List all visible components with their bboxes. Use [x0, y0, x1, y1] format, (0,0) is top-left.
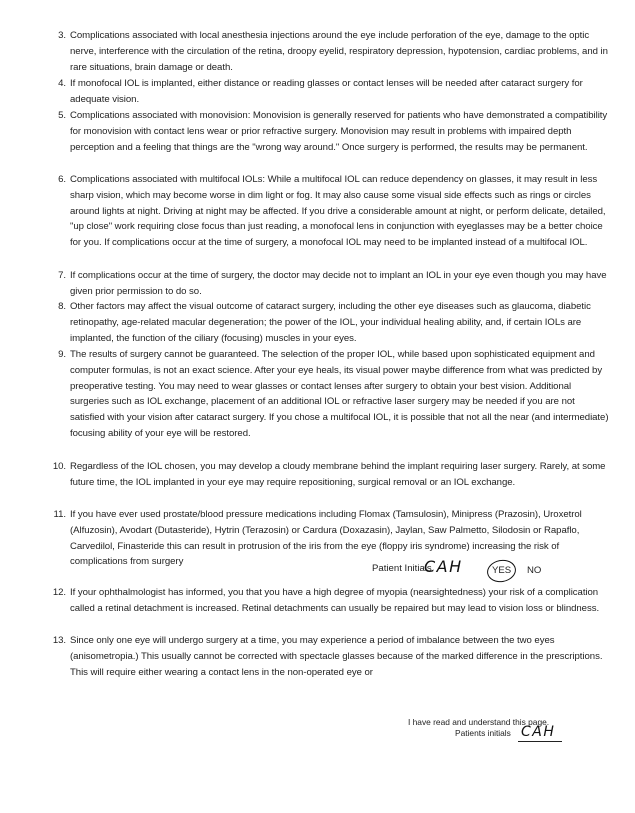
footer-initials-label: Patients initials: [455, 728, 511, 738]
item-number: 11.: [53, 509, 66, 520]
item-text: If complications occur at the time of surgery, the doctor may decide not to implant an IOL in your eye even though you may have given prior permission to do so.: [70, 270, 607, 297]
list-item: [53, 507, 610, 570]
item-text: Other factors may affect the visual outcome of cataract surgery, including the other eye diseases such as glaucoma, diabetic retinopathy, age-related macular degeneration; the power of the IOL, your individual healing ability, and, if certain IOLs are implanted, the function of the ciliary (focusing) muscles in your eyes.: [70, 301, 591, 344]
item-number: 8.: [58, 301, 66, 312]
item-number: 5.: [58, 110, 66, 121]
item-text: Complications associated with monovision: Monovision is generally reserved for patients who have demonstrated a compatibility for monovision with contact lens wear or prior refractive surgery. Monovision may result in problems with impaired depth perception and a feeling that things are the "wrong way around." Once surgery is performed, the results may be permanent.: [70, 110, 608, 153]
patient-initials-signature: CAH: [424, 557, 463, 576]
item-number: 10.: [52, 461, 66, 472]
item-text: Regardless of the IOL chosen, you may develop a cloudy membrane behind the implant requiring laser surgery. Rarely, at some future time, the IOL implanted in your eye may require repositioning, surgical removal or an IOL exchange.: [70, 461, 606, 488]
item11-initials-row: [372, 562, 432, 576]
item-number: 7.: [58, 270, 66, 281]
list-item: [58, 76, 610, 108]
list-item: [58, 108, 610, 155]
list-item: [52, 633, 610, 680]
item-text: The results of surgery cannot be guaranteed. The selection of the proper IOL, while based upon sophisticated equipment and computer formulas, is not an exact science. After your eye heals, its visual power maybe difference from what was predicted by preoperative testing. You may need to wear glasses or contact lenses after surgery to obtain your best vision. Additional surgeries such as IOL exchange, placement of an additional IOL or refractive laser surgery may be needed if you are not satisfied with your vision after cataract surgery. If you chose a multifocal IOL, it is possible that not all the near (and intermediate) focusing ability of your eye will be restored.: [70, 349, 609, 439]
initials-underline: [518, 741, 562, 742]
item-text: Complications associated with local anesthesia injections around the eye include perforation of the eye, damage to the optic nerve, interference with the circulation of the retina, droopy eyelid, respiratory depression, hypotension, cardiac problems, and in rare situations, brain damage or death.: [70, 30, 608, 73]
list-item: [58, 347, 610, 442]
no-option: NO: [527, 565, 542, 576]
patient-initials-label: Patient Initials: [372, 563, 432, 574]
footer-initials-signature: CAH: [521, 724, 556, 740]
list-item: [58, 299, 610, 346]
item-number: 4.: [58, 78, 66, 89]
yes-option: YES: [492, 565, 512, 576]
page-acknowledgment: I have read and understand this page.: [408, 717, 550, 727]
list-item: [58, 28, 610, 75]
item-text: Complications associated with multifocal IOLs: While a multifocal IOL can reduce dependency on glasses, it may result in less sharp vision, which may become worse in dim light or fog. It may also cause some visual side effects such as rings or circles around lights at night. Driving at night may be affected. If you drive a considerable amount at night, or perform delicate, detailed, "up close" work requiring close focus than just reading, a monofocal lens in conjunction with eyeglasses may be a better choice for you. If complications occur at the time of surgery, a monofocal IOL may need to be implanted instead of a multifocal IOL.: [70, 174, 606, 249]
item-number: 12.: [52, 587, 66, 598]
item-number: 3.: [58, 30, 66, 41]
list-item: [52, 459, 610, 491]
list-item: [58, 268, 610, 300]
item-text: Since only one eye will undergo surgery at a time, you may experience a period of imbalance between the two eyes (anisometropia.) This usually cannot be corrected with spectacle glasses because of the marked difference in the prescriptions. This will require either wearing a contact lens in the non-operated eye or: [70, 635, 603, 678]
item-text: If your ophthalmologist has informed, you that you have a high degree of myopia (nearsightedness) your risk of a complication called a retinal detachment is increased. Retinal detachments can usually be repaired but may lead to vision loss or blindness.: [70, 587, 600, 614]
item-text: If monofocal IOL is implanted, either distance or reading glasses or contact lenses will be needed after cataract surgery for adequate vision.: [70, 78, 583, 105]
item-number: 9.: [58, 349, 66, 360]
item-number: 13.: [52, 635, 66, 646]
item-text: If you have ever used prostate/blood pressure medications including Flomax (Tamsulosin), Minipress (Prazosin), Uroxetrol (Alfuzosin), Avodart (Dutasteride), Hytrin (Terazosin) or Cardura (Doxazasin), Jaylan, Saw Palmetto, Silodosin or Rapaflo, Carvedilol, Finasteride this can result in protrusion of the iris from the eye (floppy iris syndrome) increasing the risk of complications from surgery: [70, 509, 582, 568]
list-item: [58, 172, 610, 251]
list-item: [52, 585, 610, 617]
item-number: 6.: [58, 174, 66, 185]
